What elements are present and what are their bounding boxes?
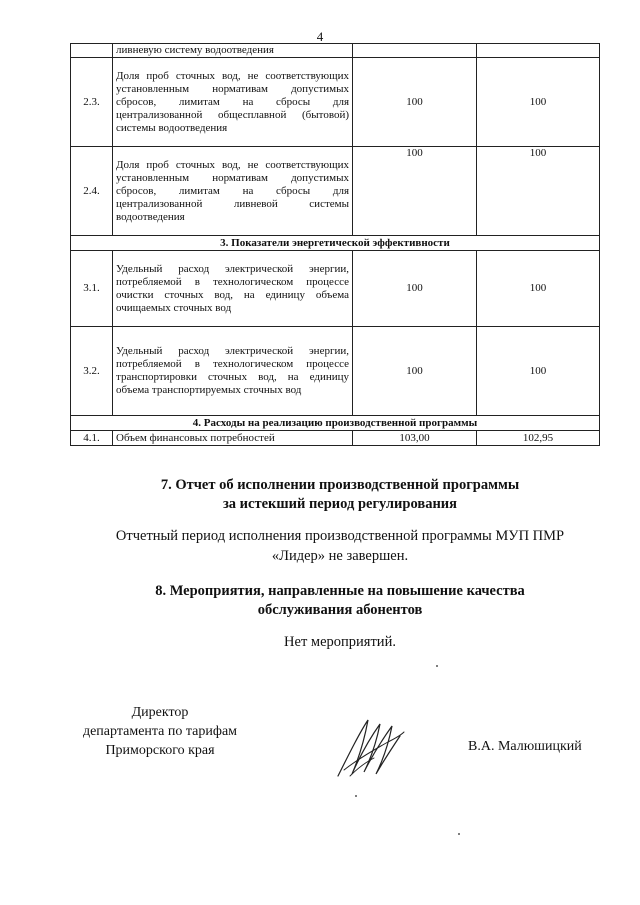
signatory-name: В.А. Малюшицкий [468, 739, 582, 754]
row-value-2: 102,95 [477, 431, 600, 446]
row-value-2: 100 [477, 147, 600, 236]
table-row [71, 147, 600, 236]
row-number: 4.1. [71, 431, 113, 446]
position-line-1: Директор [131, 705, 189, 720]
table-row [71, 251, 600, 327]
table-row [71, 58, 600, 147]
table-row [71, 44, 600, 58]
signatory-position [55, 703, 265, 760]
row-value-1: 100 [353, 327, 477, 416]
section-row [71, 416, 600, 431]
table-row [71, 327, 600, 416]
row-value-1: 100 [353, 147, 477, 236]
page-number: 4 [316, 29, 324, 44]
row-value-2: 100 [477, 327, 600, 416]
position-line-3: Приморского края [105, 743, 215, 758]
row-value-1: 100 [353, 251, 477, 327]
section-7-title-line-1: 7. Отчет об исполнении производственной программы [160, 477, 520, 493]
row-number: 2.4. [71, 147, 113, 236]
row-description: Доля проб сточных вод, не соответствующих установленным нормативам допустимых сбросов, лимитам на сбросы для централизованной ливневой системы водоотведения [113, 147, 353, 236]
row-description: Доля проб сточных вод, не соответствующих установленным нормативам допустимых сбросов, лимитам на сбросы для централизованной общесплавной (бытовой) системы водоотведения [113, 58, 353, 147]
handwritten-signature [330, 712, 410, 784]
row-value-1: 100 [353, 58, 477, 147]
scan-speck [458, 833, 460, 835]
section-row [71, 236, 600, 251]
row-value-2: 100 [477, 251, 600, 327]
section-7-heading [0, 476, 640, 514]
row-description: Удельный расход электрической энергии, потребляемой в технологическом процессе очистки сточных вод, на единицу объема очищаемых сточных вод [113, 251, 353, 327]
section-7-body-line-1: Отчетный период исполнения производственной программы МУП ПМР [115, 528, 565, 544]
row-description: Объем финансовых потребностей [113, 431, 353, 446]
scan-speck [355, 795, 357, 797]
section-8-body: Нет мероприятий. [284, 634, 396, 650]
row-number [71, 44, 113, 58]
section-8-heading [0, 582, 640, 620]
section-7-body-line-2: «Лидер» не завершен. [271, 548, 409, 564]
table-row [71, 431, 600, 446]
row-description: Удельный расход электрической энергии, потребляемой в технологическом процессе транспортировки сточных вод, на единицу объема транспортируемых сточных вод [113, 327, 353, 416]
section-heading: 4. Расходы на реализацию производственной программы [71, 416, 600, 431]
row-value-2 [477, 44, 600, 58]
position-line-2: департамента по тарифам [82, 724, 238, 739]
row-number: 3.2. [71, 327, 113, 416]
row-value-1 [353, 44, 477, 58]
scan-speck [436, 665, 438, 667]
section-8-title-line-2: обслуживания абонентов [257, 602, 423, 618]
row-number: 3.1. [71, 251, 113, 327]
section-7-title-line-2: за истекший период регулирования [222, 496, 458, 512]
section-8-title-line-1: 8. Мероприятия, направленные на повышение качества [155, 583, 525, 599]
indicators-table [70, 43, 600, 446]
row-description: ливневую систему водоотведения [113, 44, 353, 58]
row-number: 2.3. [71, 58, 113, 147]
section-7-body [0, 526, 640, 566]
section-heading: 3. Показатели энергетической эффективности [71, 236, 600, 251]
row-value-1: 103,00 [353, 431, 477, 446]
row-value-2: 100 [477, 58, 600, 147]
